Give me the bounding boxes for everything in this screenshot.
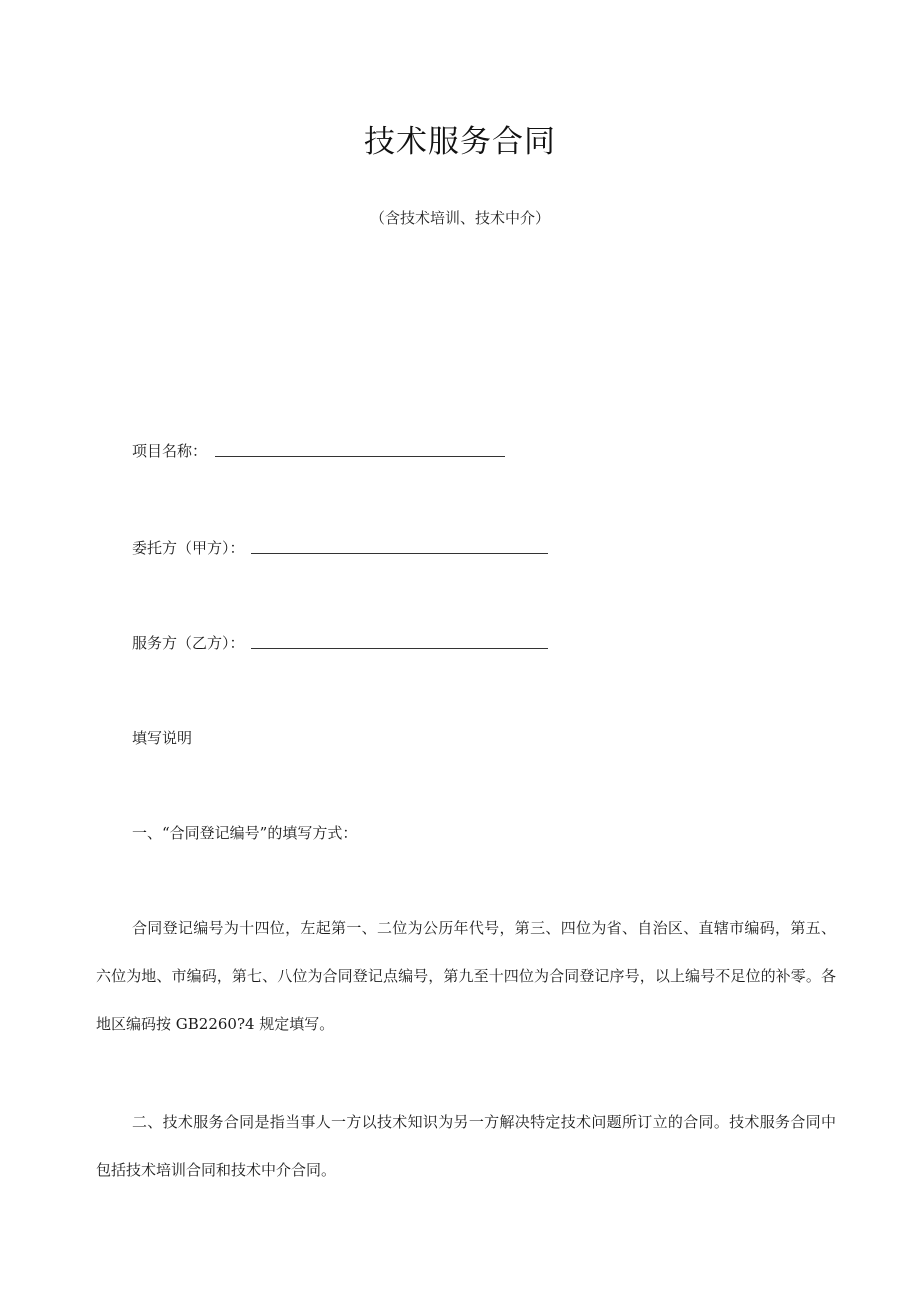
provider-label: 服务方（乙方）： <box>132 634 245 652</box>
client-blank <box>251 552 548 554</box>
project-name-label: 项目名称： <box>132 442 208 460</box>
document-subtitle: （含技术培训、技术中介） <box>369 209 550 227</box>
provider-blank <box>251 647 548 649</box>
instructions-heading: 填写说明 <box>132 729 193 747</box>
section2-paragraph: 二、技术服务合同是指当事人一方以技术知识为另一方解决特定技术问题所订立的合同。技术服务合同中包括技术培训合同和技术中介合同。 <box>96 1113 836 1179</box>
section1-heading: 一、“合同登记编号”的填写方式： <box>132 824 358 842</box>
client-field <box>132 537 548 558</box>
section1-paragraph: 合同登记编号为十四位，左起第一、二位为公历年代号，第三、四位为省、自治区、直辖市编码，第五、六位为地、市编码，第七、八位为合同登记点编号，第九至十四位为合同登记序号，以上编号不足位的补零。各地区编码按 GB2260?4 规定填写。 <box>96 919 836 1033</box>
document-title: 技术服务合同 <box>364 124 556 160</box>
project-name-field <box>132 440 505 461</box>
project-name-blank <box>215 455 505 457</box>
client-label: 委托方（甲方）： <box>132 539 245 557</box>
provider-field <box>132 632 548 653</box>
